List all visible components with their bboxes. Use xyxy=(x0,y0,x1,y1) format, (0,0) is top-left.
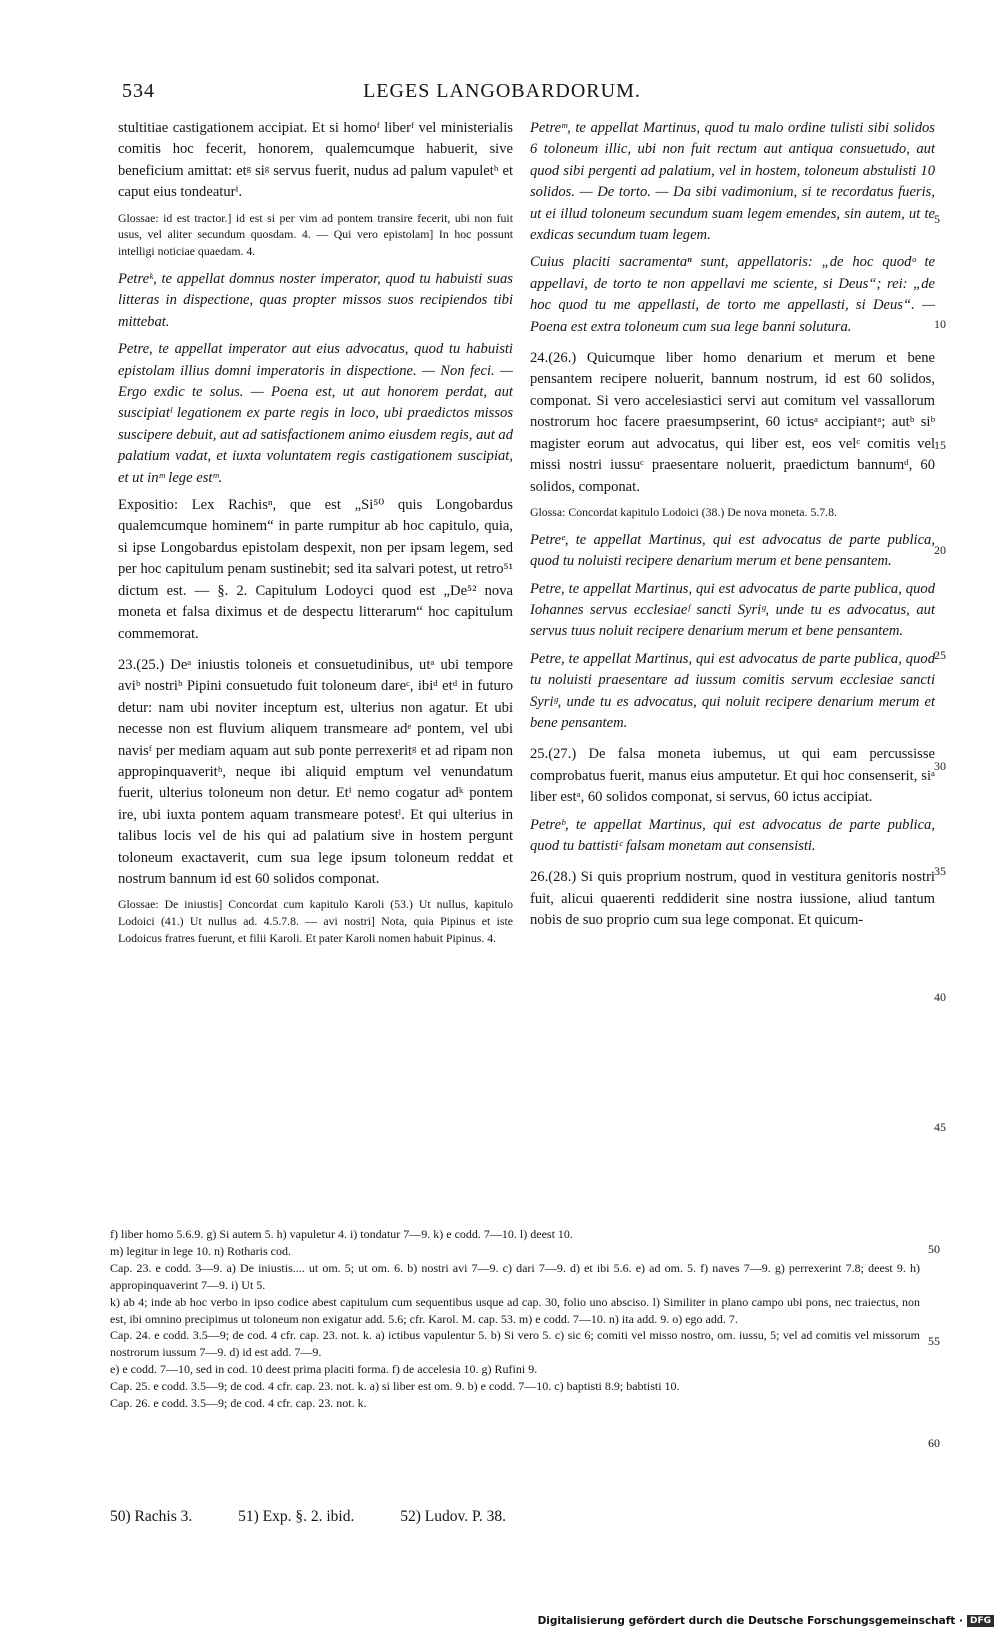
footnote: Cap. 24. e codd. 3.5—9; de cod. 4 cfr. cap. 23. not. k. a) ictibus vapulentur 5. b) Si vero 5. c) sic 6; comiti vel misso nostro, om. iussu, 5; vel ad comitis vel missorum nostrorum iussum 7—9. d) id est add. 7—9. xyxy=(110,1328,920,1360)
bottom-note: 51) Exp. §. 2. ibid. xyxy=(238,1508,355,1525)
dfg-logo: DFG xyxy=(967,1615,994,1627)
glossae: Glossae: De iniustis] Concordat cum kapitulo Karoli (53.) Ut nullus, kapitulo Lodoici (41.) Ut nullus ad. 4.5.7.8. — avi nostri] Nota, quia Pipinus et iste Lodoicus fratres fuerunt, et filii Karoli. Et pater Karoli nomen habuit Pipinus. 4. xyxy=(118,897,513,945)
line-number: 45 xyxy=(934,1120,946,1134)
running-title: LEGES LANGOBARDORUM. xyxy=(363,80,641,102)
paragraph: Cuius placiti sacramentaⁿ sunt, appellatoris: „de hoc quodᵒ te appellavi, de torto te non appellavi me sciente, si Deus“; rei: „de hoc quod tu me appellasti, de torto me appellasti, si Deus“. — Poena est extra toloneum cum sua lege banni solutura. xyxy=(530,254,935,335)
footnote: m) legitur in lege 10. n) Rotharis cod. xyxy=(110,1243,291,1258)
left-column xyxy=(118,118,513,956)
footnote: k) ab 4; inde ab hoc verbo in ipso codice abest capitulum cum sequentibus usque ad cap. 30, folio uno absciso. l) Similiter in plano campo ubi pons, nec traiectus, non est, ibi omnino precipimus ut toloneum non exigatur add. 5.6; cfr. Karol. M. cap. 53. m) e codd. 7—10. n) ita add. 9. o) ego add. 7. xyxy=(110,1294,920,1326)
expositio: Expositio: Lex Rachisⁿ, que est „Si⁵⁰ quis Longobardus qualemcumque hominem“ in parte rumpitur ab hoc capitulo, quia, si ipse Longobardus epistolam despexit, non per ipsam legem, sed per hoc capitulum penam sustinebit; sed ita salvari potest, ut retro⁵¹ dictum est. — §. 2. Capitulum Lodoyci quod est „De⁵² nova moneta et falsa diximus et de despectu litterarum“ hoc capitulum commemorat. xyxy=(118,497,513,642)
chapter-24: 24.(26.) Quicumque liber homo denarium et merum et bene pensantem recipere noluerit, bannum nostrum, id est 60 solidos, componat. Si vero accelesiastici servi aut comitum vel vassallorum nostrorum hoc facere praesumpserint, 60 ictusᵃ accipiantᵃ; autᵇ siᵇ magister eorum aut advocatus, qui liber est, eos velᶜ comitis vel missi nostri iussuᶜ praesentare noluerit, praedictum bannumᵈ, 60 solidos, componat. xyxy=(530,350,935,495)
line-number: 40 xyxy=(934,990,946,1004)
line-number: 25 xyxy=(934,648,946,662)
chapter-25: 25.(27.) De falsa moneta iubemus, ut qui eam percussisse comprobatus fuerit, manus eius amputetur. Et qui hoc consenserit, siᵃ liber estᵃ, 60 solidos componat, si servus, 60 ictus accipiat. xyxy=(530,746,935,806)
line-number: 10 xyxy=(934,317,946,331)
line-number: 55 xyxy=(928,1334,940,1348)
line-number: 15 xyxy=(934,438,946,452)
chapter-26: 26.(28.) Si quis proprium nostrum, quod in vestitura genitoris nostri fuit, alicui quaerenti reddiderit sine nostra iussione, aliud tantum nobis de suo proprio cum sua lege componat. Et quicum- xyxy=(530,869,935,929)
chapter-23: 23.(25.) Deᵃ iniustis toloneis et consuetudinibus, utᵃ ubi tempore aviᵇ nostriᵇ Pipini consuetudo fuit toloneum dareᶜ, ibiᵈ etᵈ in futuro detur: nam ubi noviter inceptum est, ulterius non agatur. Et ubi necesse non est fluvium aliquem transmeare adᵉ pontem, vel ubi navisᶠ per mediam aquam aut sub ponte perrexeritᵍ et ad ripam non appropinquaveritʰ, neque ibi aliquid emptum vel venundatum fuerit, ulterius toloneum non detur. Etⁱ nemo cogatur adᵏ pontem ire, ubi iuxta pontem aquam transmeare potestˡ. Et qui ulterius in talibus locis vel de his qui ad palatium sive in hostem pergunt toloneum exactaverit, cum sua lege ipsum toloneum reddat et nostrum bannum id est 60 solidos componat. xyxy=(118,656,513,887)
credit-text: Digitalisierung gefördert durch die Deutsche Forschungsgemeinschaft · xyxy=(537,1615,963,1627)
page-header xyxy=(122,80,882,110)
line-number: 60 xyxy=(928,1436,940,1450)
footnote: Cap. 23. e codd. 3—9. a) De iniustis.... ut om. 5; ut om. 6. b) nostri avi 7—9. c) dari 7—9. d) et ibi 5.6. e) ad om. 5. f) naves 7—9. g) perrexerint 7.8; deest 9. h) appropinquaverint 7—9. i) Ut 5. xyxy=(110,1260,920,1292)
paragraph: Petre, te appellat imperator aut eius advocatus, quod tu habuisti epistolam illius domni imperatoris in dispectione. — Non feci. — Ergo exdic te solus. — Poena est, ut aut honorem perdat, aut suscipiatˡ legationem ex parte regis in loco, ubi praedictos missos suscipere debuit, aut ad satisfactionem animo eiusdem regis, aut ad palatium vadat, et iuxta voluntatem regis castigationem suscipiat, et ut inᵐ lege estᵐ. xyxy=(118,341,513,486)
footnote: Cap. 25. e codd. 3.5—9; de cod. 4 cfr. cap. 23. not. k. a) si liber est om. 9. b) e codd. 7—10. c) baptisti 8.9; babtisti 10. xyxy=(110,1379,680,1394)
paragraph: stultitiae castigationem accipiat. Et si homoᶠ liberᶠ vel ministerialis comitis hoc fecerit, honorem, qualemcumque habuerit, sive beneficium amittat: etᵍ siᵍ servus fuerit, nudus ad palum vapuletʰ et caput eius tondeaturⁱ. xyxy=(118,120,513,201)
paragraph: Petre, te appellat Martinus, qui est advocatus de parte publica, quod tu noluisti praesentare ad iussum comitis servum ecclesiae sancti Syriᵍ, unde tu es advocatus, qui noluit recipere denarium merum et bene pensantem. xyxy=(530,650,935,731)
bottom-note: 50) Rachis 3. xyxy=(110,1508,193,1525)
page-number: 534 xyxy=(122,80,155,102)
bottom-note: 52) Ludov. P. 38. xyxy=(400,1508,507,1525)
footnotes xyxy=(110,1226,920,1412)
footnote: e) e codd. 7—10, sed in cod. 10 deest prima placiti forma. f) de accelesia 10. g) Rufini 9. xyxy=(110,1362,538,1377)
line-number: 50 xyxy=(928,1242,940,1256)
line-number: 5 xyxy=(934,212,940,226)
footnote: f) liber homo 5.6.9. g) Si autem 5. h) vapuletur 4. i) tondatur 7—9. k) e codd. 7—10. l) deest 10. xyxy=(110,1227,573,1241)
bottom-notes xyxy=(110,1508,548,1526)
glossa: Glossa: Concordat kapitulo Lodoici (38.) De nova moneta. 5.7.8. xyxy=(530,504,837,519)
line-number: 30 xyxy=(934,759,946,773)
line-number: 35 xyxy=(934,864,946,878)
dfg-credit xyxy=(538,1615,994,1627)
footnote: Cap. 26. e codd. 3.5—9; de cod. 4 cfr. cap. 23. not. k. xyxy=(110,1396,367,1411)
paragraph: Petreᵇ, te appellat Martinus, qui est advocatus de parte publica, quod tu battistiᶜ falsam monetam aut consensisti. xyxy=(530,816,935,854)
glossae: Glossae: id est tractor.] id est si per vim ad pontem transire fecerit, ubi non fuit usus, vel aliter secundum quosdam. 4. — Qui vero epistolam] In hoc possunt intelligi noticiae quaedam. 4. xyxy=(118,210,513,259)
paragraph: Petreᵉ, te appellat Martinus, qui est advocatus de parte publica, quod tu noluisti recipere denarium merum et bene pensantem. xyxy=(530,531,935,570)
right-column xyxy=(530,118,935,938)
line-number: 20 xyxy=(934,543,946,557)
paragraph: Petreᵐ, te appellat Martinus, quod tu malo ordine tulisti sibi solidos 6 toloneum illic, ubi non fuit rectum aut antiqua consuetudo, aut quod sibi pergenti ad palatium, vel in hostem, toloneum abstulisti 10 solidos. — De torto. — Da sibi vadimonium, si te recordatus fueris, ut ei illud toloneum secundum suam legem emendes, sin autem, ut te exdicas secundum tuam legem. xyxy=(530,120,935,244)
paragraph: Petre, te appellat Martinus, qui est advocatus de parte publica, quod Iohannes servus ecclesiaeᶠ sancti Syriᵍ, unde tu es advocatus, aut servus tuus noluit recipere denarium merum et bene pensantem. xyxy=(530,580,935,640)
paragraph: Petreᵏ, te appellat domnus noster imperator, quod tu habuisti suas litteras in dispectione, quas propter missos suos recipiendos tibi mittebat. xyxy=(118,271,513,330)
